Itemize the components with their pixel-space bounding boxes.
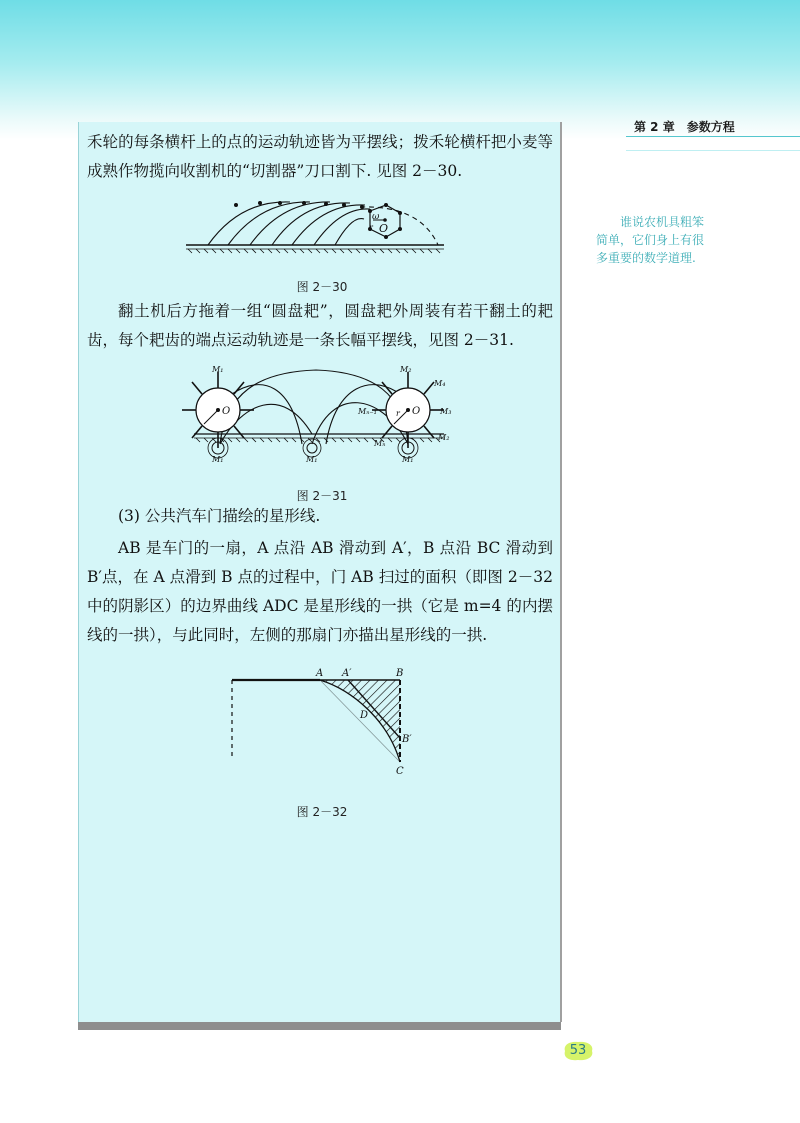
fig30-label-o: O (379, 222, 389, 235)
figure-2-30-caption: 图 2－30 (296, 280, 348, 294)
fig31-label-r: r (396, 409, 400, 418)
fig31-label-m2: M₂ (438, 433, 450, 442)
fig32-label-a: A (316, 668, 324, 679)
paragraph-astroid: AB 是车门的一扇，A 点沿 AB 滑动到 A′，B 点沿 BC 滑动到 B′点，在 A 点滑到 B 点的过程中，门 AB 扫过的面积（即图 2－32 中的阴影区）的边界曲线 ADC 是星形线的一拱（它是 m=4 的内摆线的一拱），与此同时，左侧的那扇门亦描出星形线的一拱. (87, 539, 553, 644)
fig32-label-a-prime: A′ (342, 668, 352, 679)
panel-shadow (78, 1022, 561, 1030)
page-number-badge (561, 1040, 595, 1062)
paragraph-harvester: 禾轮的每条横杆上的点的运动轨迹皆为平摆线；拨禾轮横杆把小麦等成熟作物揽向收割机的“切割器”刀口割下. 见图 2－30. (87, 133, 553, 180)
fig32-label-c: C (396, 766, 404, 777)
chapter-number: 第 2 章 (634, 120, 675, 134)
paragraph-disc-harrow: 翻土机后方拖着一组“圆盘耙”，圆盘耙外周装有若干翻土的耙齿，每个耙齿的端点运动轨迹是一条长幅平摆线，见图 2－31. (87, 302, 553, 349)
paragraph-bus-door-heading: (3) 公共汽车门描绘的星形线. (118, 507, 321, 525)
figure-2-30 (180, 195, 450, 257)
fig31-label-mn: Mₙ (374, 439, 386, 448)
fig31-label-m3: M₃ (440, 407, 452, 416)
fig31-label-o-right: O (412, 406, 421, 417)
fig31-label-m1-bm: M₁ (306, 455, 318, 464)
figure-2-32 (220, 660, 420, 780)
figure-2-32-caption: 图 2－32 (296, 805, 348, 819)
fig30-label-omega: ω (372, 212, 380, 222)
fig31-label-m-upper: M₄ (434, 379, 446, 388)
chapter-rule-light (626, 150, 800, 151)
fig31-label-o-left: O (222, 406, 231, 417)
fig31-label-m1-br: M₁ (402, 455, 414, 464)
fig31-label-m1-bl: M₁ (212, 455, 224, 464)
figure-2-31 (182, 364, 452, 464)
fig30-label-r: r (369, 223, 373, 232)
fig32-label-b-prime: B′ (402, 734, 412, 745)
fig31-label-m2-top: M₂ (400, 365, 412, 374)
chapter-rule (626, 136, 800, 137)
fig31-label-m1-top: M₁ (212, 365, 224, 374)
fig32-label-b: B (396, 668, 404, 679)
fig32-label-d: D (360, 710, 369, 721)
chapter-title: 参数方程 (686, 120, 735, 134)
fig31-label-mn-1: Mₙ₋₁ (358, 407, 377, 416)
page-number: 53 (569, 1043, 587, 1058)
chapter-header (634, 118, 735, 135)
side-note: 谁说农机具粗笨简单，它们身上有很多重要的数学道理. (596, 215, 705, 265)
figure-2-31-caption: 图 2－31 (296, 489, 348, 503)
